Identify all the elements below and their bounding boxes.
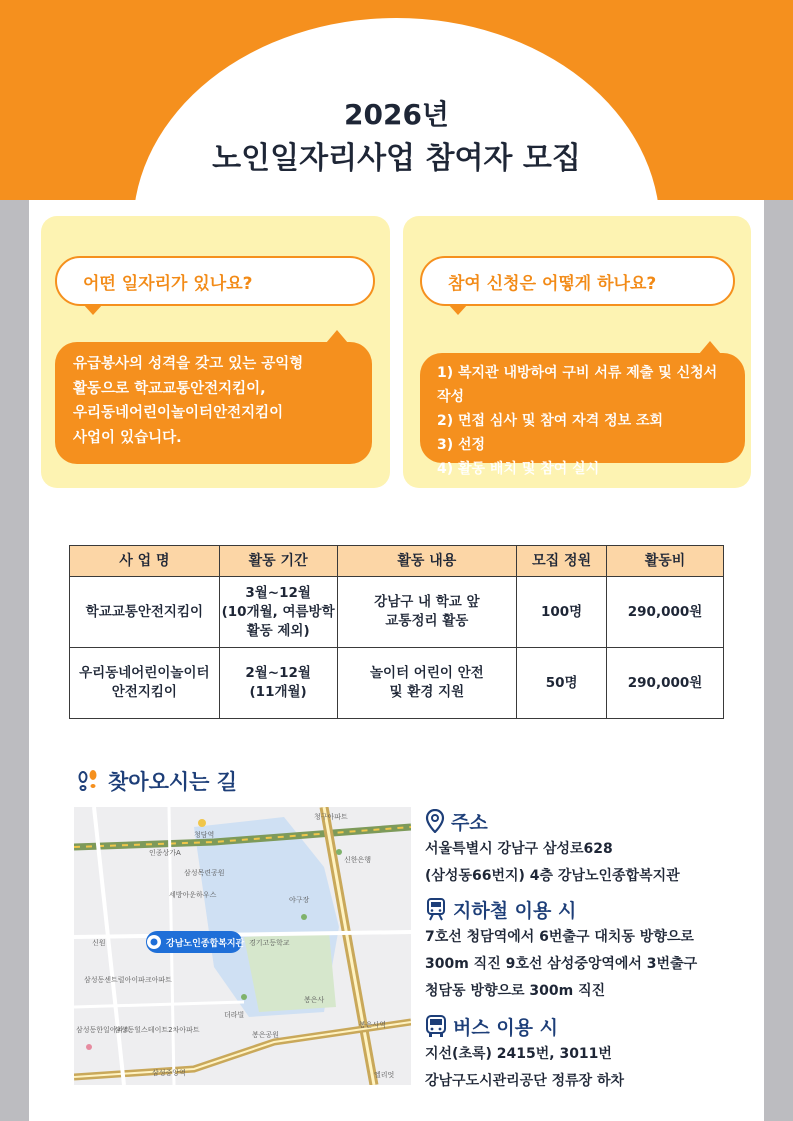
cell-capacity: 50명 [517,648,607,719]
map-label: 봉은사 [304,996,325,1004]
map-label: 더라빌 [224,1011,245,1019]
cell-fee: 290,000원 [607,577,724,648]
map-label: 봉은공원 [252,1031,280,1039]
location-pin-icon [425,809,445,833]
page-year: 2026년 [344,98,449,131]
apply-answer-bubble [420,353,745,477]
jobs-answer-line: 사업이 있습니다. [73,429,182,446]
bus-line: 강남구도시관리공단 정류장 하차 [425,1073,625,1089]
map-label: 세방아운하우스 [169,891,217,899]
subway-line: 청담동 방향으로 300m 직진 [425,983,606,999]
cell-line: 놀이터 어린이 안전 [369,665,484,681]
cell-content [337,577,517,648]
apply-question-bubble [420,256,735,306]
cell-line: 2월~12월 [245,665,311,681]
jobs-question-bubble [55,256,375,306]
directions-title: 찾아오시는 길 [108,770,238,794]
programs-table [69,545,724,719]
bus-line: 지선(초록) 2415번, 3011번 [425,1046,612,1062]
jobs-answer-bubble [55,342,372,464]
map-label: 삼성목련공원 [184,869,225,877]
address-heading [425,808,755,834]
subway-train-icon [425,897,447,921]
subway-section [425,896,755,1005]
cell-line: 3월~12월 [245,584,311,601]
map-label: 청구아파트 [314,813,348,821]
map-label: 엘리엇 [374,1071,395,1079]
cell-line: 우리동네어린이놀이터 [79,665,210,681]
header-capacity: 모집 정원 [517,546,607,577]
map-label: 봉은사역 [359,1021,387,1029]
footprints-icon [76,769,100,793]
map-graphic [74,807,411,1085]
cell-line: (10개월, 여름방학 [221,603,335,620]
map-label: 삼성중앙역 [152,1069,186,1077]
cell-line: 활동 제외) [246,622,310,639]
directions-heading [76,766,237,796]
map-label: 경기고등학교 [249,939,290,947]
map-label: 신한은행 [344,856,372,864]
apply-step: 2) 면접 심사 및 참여 자격 정보 조회 [437,413,664,429]
apply-question: 참여 신청은 어떻게 하나요? [448,273,657,294]
subway-line: 300m 직진 9호선 삼성중앙역에서 3번출구 [425,956,698,972]
map-label: 삼성동한일아파트 [76,1026,131,1034]
address-line: (삼성동66번지) 4층 강남노인종합복지관 [425,868,680,884]
bus-section [425,1013,755,1095]
cell-name [70,577,220,648]
cell-line: 교통정리 활동 [385,613,469,629]
map-label: 삼성동센트럴아이파크아파트 [84,976,172,984]
address-section [425,808,755,890]
map-label: 삼성동힐스테이트2차아파트 [114,1026,200,1034]
header-fee: 활동비 [607,546,724,577]
subway-title: 지하철 이용 시 [453,899,577,922]
bus-title: 버스 이용 시 [453,1016,558,1039]
apply-step: 1) 복지관 내방하여 구비 서류 제출 및 신청서 작성 [437,365,718,405]
jobs-answer-line: 우리동네어린이놀이터안전지킴이 [73,405,284,421]
page-title: 노인일자리사업 참여자 모집 [212,141,581,176]
subway-heading [425,896,755,922]
cell-capacity: 100명 [517,577,607,648]
table-row [70,648,724,719]
table-header-row [70,546,724,577]
card-apply [403,216,751,488]
cell-line: 및 환경 지원 [389,684,465,700]
map-label: 야구장 [289,896,310,904]
bus-icon [425,1014,447,1038]
bus-heading [425,1013,755,1039]
cell-fee: 290,000원 [607,648,724,719]
cell-line: (11개월) [249,684,307,700]
jobs-answer-line: 유급봉사의 성격을 갖고 있는 공익형 [73,356,304,372]
cell-content [337,648,517,719]
location-map[interactable] [74,807,411,1085]
address-title: 주소 [451,811,488,834]
cell-line: 강남구 내 학교 앞 [374,594,480,610]
table-row [70,577,724,648]
cell-period [219,648,337,719]
map-label: 청담역 [194,831,215,839]
jobs-question: 어떤 일자리가 있나요? [83,273,253,294]
map-marker-label: 강남노인종합복지관 [166,939,245,949]
header-content: 활동 내용 [337,546,517,577]
apply-step: 4) 활동 배치 및 참여 실시 [437,461,600,477]
card-jobs [41,216,390,488]
cell-line: 안전지킴이 [111,684,177,700]
address-line: 서울특별시 강남구 삼성로628 [425,841,613,857]
header-name: 사 업 명 [70,546,220,577]
apply-step: 3) 선정 [437,437,486,453]
cell-period [219,577,337,648]
map-label: 인종상가A [149,849,181,857]
header-period: 활동 기간 [219,546,337,577]
map-label: 신원 [92,939,106,947]
cell-name [70,648,220,719]
cell-line: 학교교통안전지킴이 [85,603,204,620]
subway-line: 7호선 청담역에서 6번출구 대치동 방향으로 [425,929,694,945]
jobs-answer-line: 활동으로 학교교통안전지킴이, [73,380,266,397]
